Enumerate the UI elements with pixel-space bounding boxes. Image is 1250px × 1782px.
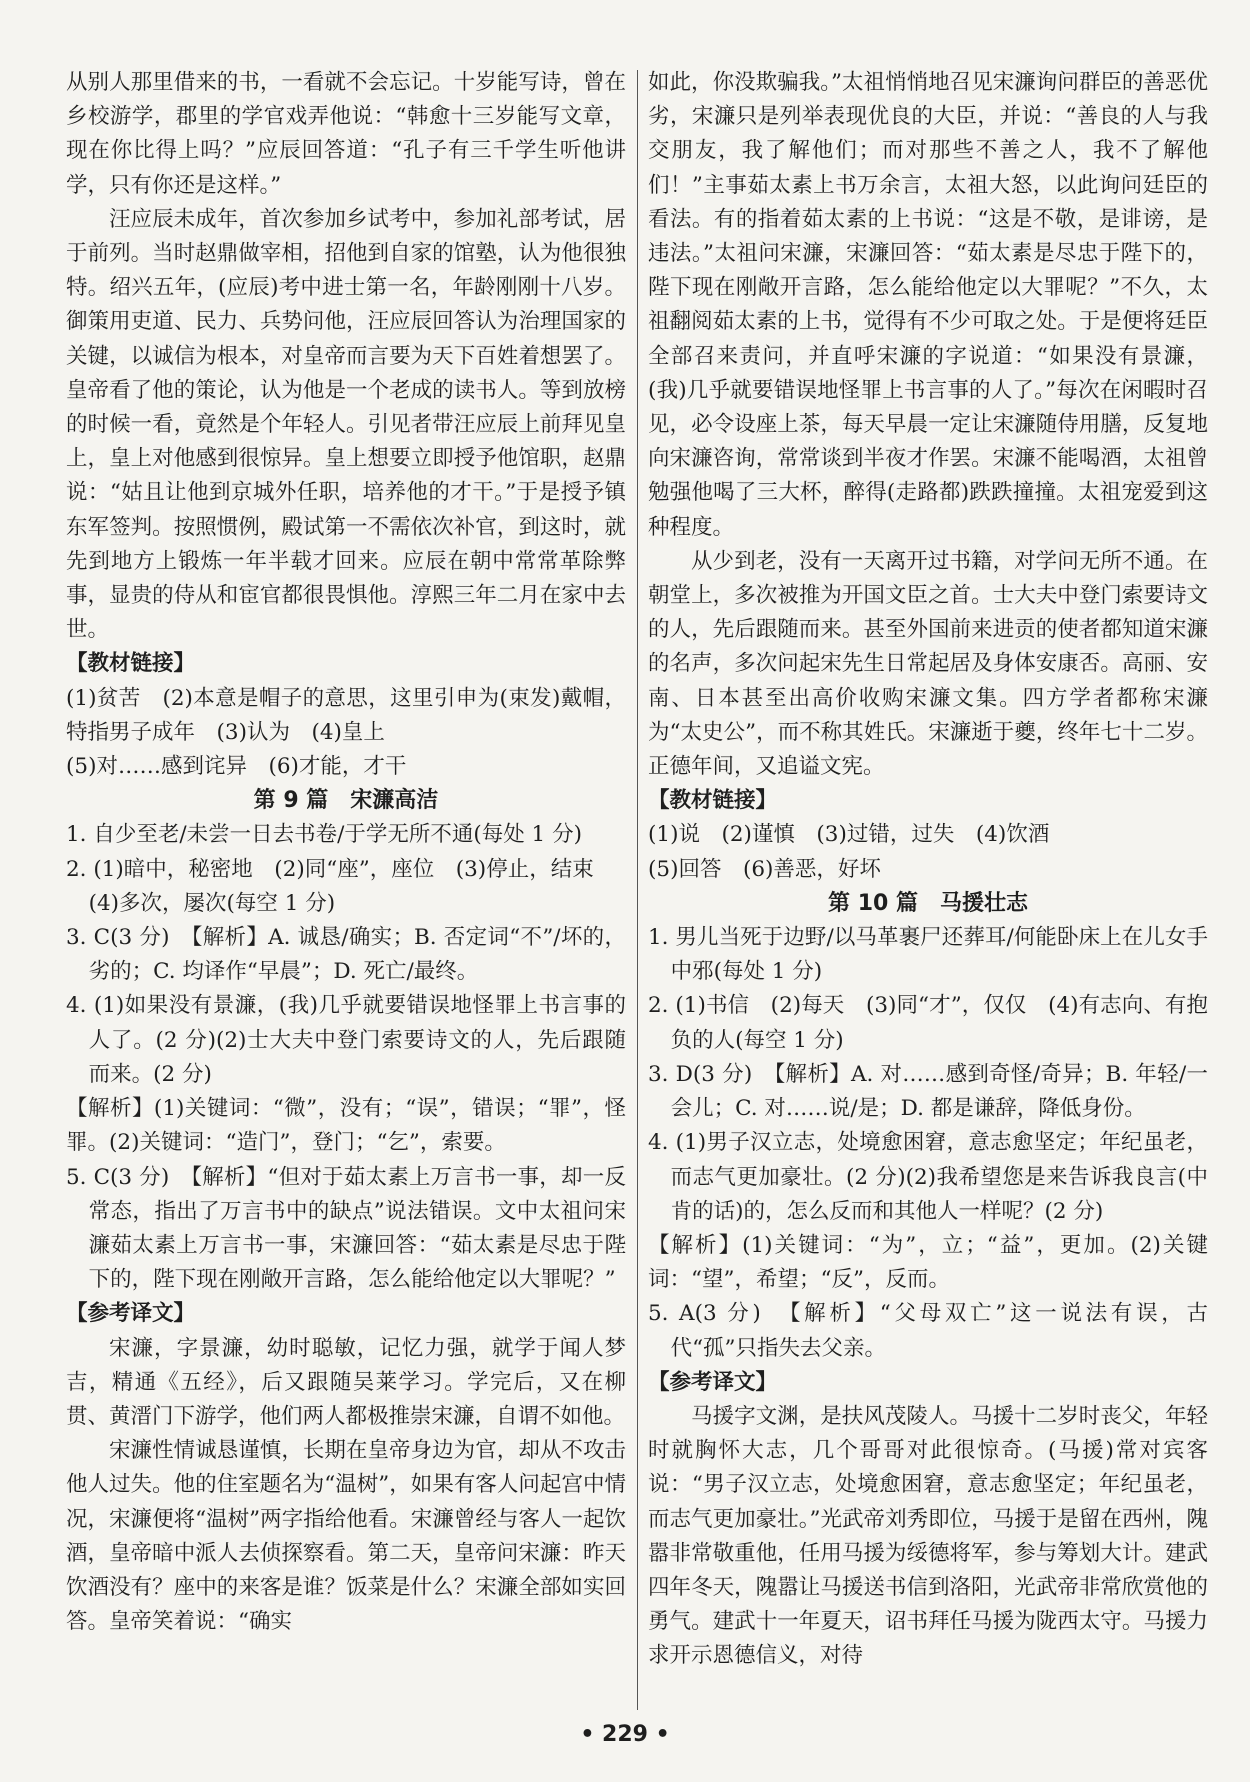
analysis: 【解析】(1)关键词：“为”，立；“益”，更加。(2)关键词：“望”，希望；“反”，反而。 [648, 1232, 1208, 1293]
answer-item: 3. D(3 分) 【解析】A. 对……感到奇怪/奇异；B. 年轻/一会儿；C. 对……说/是；D. 都是谦辞，降低身份。 [648, 1061, 1208, 1122]
answer-item: 2. (1)暗中，秘密地 (2)同“座”，座位 (3)停止，结束 [66, 856, 594, 882]
page-number: • 229 • [580, 1722, 670, 1747]
left-column [66, 66, 626, 1639]
section-heading: 第 10 篇 马援壮志 [828, 890, 1028, 916]
paragraph: 如此，你没欺骗我。”太祖悄悄地召见宋濂询问群臣的善恶优劣，宋濂只是列举表现优良的大臣，并说：“善良的人与我交朋友，我了解他们；而对那些不善之人，我不了解他们！”主事茹太素上书万余言，太祖大怒，以此询问廷臣的看法。有的指着茹太素的上书说：“这是不敬，是诽谤，是违法。”太祖问宋濂，宋濂回答：“茹太素是尽忠于陛下的，陛下现在刚敞开言路，怎么能给他定以大罪呢？”不久，太祖翻阅茹太素的上书，觉得有不少可取之处。于是便将廷臣全部召来责问，并直呼宋濂的字说道：“如果没有景濂，(我)几乎就要错误地怪罪上书言事的人了。”每次在闲暇时召见，必令设座上茶，每天早晨一定让宋濂随侍用膳，反复地向宋濂咨询，常常谈到半夜才作罢。宋濂不能喝酒，太祖曾勉强他喝了三大杯，醉得(走路都)跌跌撞撞。太祖宠爱到这种程度。 [648, 70, 1208, 540]
analysis: 【解析】(1)关键词：“微”，没有；“误”，错误；“罪”，怪罪。(2)关键词：“造门”，登门；“乞”，索要。 [66, 1096, 626, 1156]
paragraph: 宋濂性情诚恳谨慎，长期在皇帝身边为官，却从不攻击他人过失。他的住室题名为“温树”，如果有客人问起宫中情况，宋濂便将“温树”两字指给他看。宋濂曾经与客人一起饮酒，皇帝暗中派人去侦探察看。第二天，皇帝问宋濂：昨天饮酒没有？座中的来客是谁？饭菜是什么？宋濂全部如实回答。皇帝笑着说：“确实 [66, 1438, 626, 1635]
answer-item: 5. C(3 分) 【解析】“但对于茹太素上万言书一事，却一反常态，指出了万言书中的缺点”说法错误。文中太祖问宋濂茹太素上万言书一事，宋濂回答：“茹太素是尽忠于陛下的，陛下现在刚敞开言路，怎么能给他定以大罪呢？” [66, 1164, 626, 1293]
paragraph: (5)回答 (6)善恶，好坏 [648, 856, 881, 882]
answer-item: 1. 自少至老/未尝一日去书卷/于学无所不通(每处 1 分) [66, 822, 582, 848]
section-heading: 第 9 篇 宋濂高洁 [253, 788, 439, 814]
section-tag: 【参考译文】 [648, 1369, 778, 1395]
section-tag: 【参考译文】 [66, 1301, 196, 1327]
section-tag: 【教材链接】 [66, 651, 196, 677]
paragraph: 从别人那里借来的书，一看就不会忘记。十岁能写诗，曾在乡校游学，郡里的学官戏弄他说：“韩愈十三岁能写文章，现在你比得上吗？”应辰回答道：“孔子有三千学生听他讲学，只有你还是这样。” [66, 70, 626, 198]
paragraph: 从少到老，没有一天离开过书籍，对学问无所不通。在朝堂上，多次被推为开国文臣之首。士大夫中登门索要诗文的人，先后跟随而来。甚至外国前来进贡的使者都知道宋濂的名声，多次问起宋先生日常起居及身体安康否。高丽、安南、日本甚至出高价收购宋濂文集。四方学者都称宋濂为“太史公”，而不称其姓氏。宋濂逝于夔，终年七十二岁。正德年间，又追谥文宪。 [648, 548, 1208, 780]
paragraph: 马援字文渊，是扶风茂陵人。马援十二岁时丧父，年轻时就胸怀大志，几个哥哥对此很惊奇。(马援)常对宾客说：“男子汉立志，处境愈困窘，意志愈坚定；年纪虽老，而志气更加豪壮。”光武帝刘秀即位，马援于是留在西州，隗嚣非常敬重他，任用马援为绥德将军，参与筹划大计。建武四年冬天，隗嚣让马援送书信到洛阳，光武帝非常欣赏他的勇气。建武十一年夏天，诏书拜任马援为陇西太守。马援力求开示恩德信义，对待 [648, 1403, 1208, 1669]
paragraph: (1)说 (2)谨慎 (3)过错，过失 (4)饮酒 [648, 822, 1050, 848]
answer-item: 1. 男儿当死于边野/以马革裹尸还葬耳/何能卧床上在儿女手中邪(每处 1 分) [648, 925, 1208, 985]
answer-item: 3. C(3 分) 【解析】A. 诚恳/确实；B. 否定词“不”/坏的，劣的；C. 均译作“早晨”；D. 死亡/最终。 [66, 925, 626, 985]
answer-item: 4. (1)如果没有景濂，(我)几乎就要错误地怪罪上书言事的人了。(2 分)(2)士大夫中登门索要诗文的人，先后跟随而来。(2 分) [66, 993, 626, 1087]
section-tag: 【教材链接】 [648, 788, 778, 814]
paragraph: (5)对……感到诧异 (6)才能，才干 [66, 754, 407, 780]
answer-item: 4. (1)男子汉立志，处境愈困窘，意志愈坚定；年纪虽老，而志气更加豪壮。(2 分)(2)我希望您是来告诉我良言(中肯的话)的，怎么反而和其他人一样呢？(2 分) [648, 1130, 1208, 1224]
right-column [648, 66, 1208, 1674]
answer-item: 2. (1)书信 (2)每天 (3)同“才”，仅仅 (4)有志向、有抱负的人(每空 1 分) [648, 993, 1208, 1053]
paragraph: 汪应辰未成年，首次参加乡试考中，参加礼部考试，居于前列。当时赵鼎做宰相，招他到自家的馆塾，认为他很独特。绍兴五年，(应辰)考中进士第一名，年龄刚刚十八岁。御策用吏道、民力、兵势问他，汪应辰回答认为治理国家的关键，以诚信为根本，对皇帝而言要为天下百姓着想罢了。皇帝看了他的策论，认为他是一个老成的读书人。等到放榜的时候一看，竟然是个年轻人。引见者带汪应辰上前拜见皇上，皇上对他感到很惊异。皇上想要立即授予他馆职，赵鼎说：“姑且让他到京城外任职，培养他的才干。”于是授予镇东军签判。按照惯例，殿试第一不需依次补官，到这时，就先到地方上锻炼一年半载才回来。应辰在朝中常常革除弊事，显贵的侍从和宦官都很畏惧他。淳熙三年二月在家中去世。 [66, 206, 626, 643]
paragraph: 宋濂，字景濂，幼时聪敏，记忆力强，就学于闻人梦吉，精通《五经》，后又跟随吴莱学习。学完后，又在柳贯、黄溍门下游学，他们两人都极推崇宋濂，自谓不如他。 [66, 1335, 626, 1429]
answer-item: 5. A(3 分) 【解析】“父母双亡”这一说法有误，古代“孤”只指失去父亲。 [648, 1301, 1208, 1361]
answer-item: (4)多次，屡次(每空 1 分) [88, 890, 336, 916]
column-divider [637, 70, 638, 1710]
paragraph: (1)贫苦 (2)本意是帽子的意思，这里引申为(束发)戴帽，特指男子成年 (3)认为 (4)皇上 [66, 685, 626, 745]
